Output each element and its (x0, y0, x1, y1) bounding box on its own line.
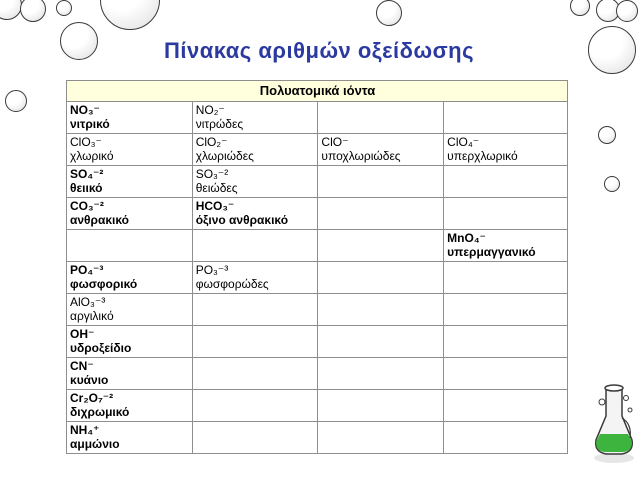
ion-name: αργιλικό (70, 309, 114, 323)
ion-formula: Cr₂O₇⁻² (70, 391, 114, 405)
ion-name: θειώδες (195, 181, 238, 195)
ion-formula: ClO₃⁻ (70, 135, 102, 149)
table-row (67, 390, 568, 422)
ion-name: υδροξείδιο (70, 341, 132, 355)
table-row (67, 166, 568, 198)
lab-flask-icon (592, 378, 636, 464)
table-cell (444, 230, 568, 262)
table-cell (67, 102, 193, 134)
table-cell (444, 166, 568, 198)
table-cell (444, 326, 568, 358)
soap-bubble-icon (616, 0, 638, 22)
ion-formula: SO₃⁻² (195, 167, 229, 181)
oxidation-numbers-table (66, 80, 568, 454)
ion-name: διχρωμικό (70, 405, 130, 419)
ion-formula: CO₃⁻² (70, 199, 104, 213)
table-cell (192, 262, 318, 294)
table-cell (318, 422, 444, 454)
table-cell (67, 294, 193, 326)
ion-name: υπερμαγγανικό (447, 245, 536, 259)
ion-formula: OH⁻ (70, 327, 95, 341)
ion-name: νιτρικό (70, 117, 110, 131)
ion-formula: ClO⁻ (321, 135, 349, 149)
table-row (67, 358, 568, 390)
table-cell (318, 262, 444, 294)
soap-bubble-icon (376, 0, 402, 26)
table-row (67, 198, 568, 230)
table-cell (444, 390, 568, 422)
soap-bubble-icon (604, 176, 620, 192)
table-cell (192, 166, 318, 198)
table-cell (67, 358, 193, 390)
table-cell (318, 358, 444, 390)
table-cell (67, 326, 193, 358)
soap-bubble-icon (598, 126, 616, 144)
table-row (67, 134, 568, 166)
ion-formula: NH₄⁺ (70, 423, 100, 437)
table-cell (67, 422, 193, 454)
table-cell (318, 230, 444, 262)
table-row (67, 422, 568, 454)
ion-formula: AlO₃⁻³ (70, 295, 106, 309)
table-cell (444, 134, 568, 166)
table-cell (318, 294, 444, 326)
table-cell (192, 390, 318, 422)
table-cell (318, 102, 444, 134)
table-cell (444, 262, 568, 294)
ion-formula: CN⁻ (70, 359, 94, 373)
ion-name: φωσφορικό (70, 277, 138, 291)
ion-name: όξινο ανθρακικό (195, 213, 289, 227)
ion-formula: MnO₄⁻ (447, 231, 486, 245)
table-cell (318, 326, 444, 358)
ion-formula: NO₂⁻ (195, 103, 225, 117)
table-cell (318, 390, 444, 422)
table-cell (192, 358, 318, 390)
table-cell (192, 326, 318, 358)
table-row (67, 230, 568, 262)
table-cell (192, 134, 318, 166)
soap-bubble-icon (5, 90, 27, 112)
table-cell (67, 230, 193, 262)
table-cell (444, 422, 568, 454)
table-header: Πολυατομικά ιόντα (67, 81, 568, 102)
table-cell (318, 198, 444, 230)
ion-formula: ClO₄⁻ (447, 135, 480, 149)
ion-name: αμμώνιο (70, 437, 120, 451)
ion-name: φωσφορώδες (195, 277, 269, 291)
table-cell (67, 390, 193, 422)
ion-name: θειικό (70, 181, 103, 195)
table-cell (67, 262, 193, 294)
table-cell (67, 134, 193, 166)
table-header-row (67, 81, 568, 102)
table-cell (192, 422, 318, 454)
table-cell (444, 102, 568, 134)
table-cell (192, 102, 318, 134)
ion-formula: PO₄⁻³ (70, 263, 104, 277)
ion-name: υποχλωριώδες (321, 149, 401, 163)
table-row (67, 102, 568, 134)
page-title: Πίνακας αριθμών οξείδωσης (163, 38, 475, 63)
ion-name: υπερχλωρικό (447, 149, 518, 163)
table-cell (444, 358, 568, 390)
soap-bubble-icon (570, 0, 590, 16)
table-cell (192, 294, 318, 326)
table-cell (444, 198, 568, 230)
table-cell (318, 134, 444, 166)
ion-formula: PO₃⁻³ (195, 263, 229, 277)
table-cell (318, 166, 444, 198)
table-cell (67, 166, 193, 198)
ion-name: νιτρώδες (195, 117, 244, 131)
table-cell (67, 198, 193, 230)
table-cell (444, 294, 568, 326)
table-row (67, 294, 568, 326)
ion-formula: ClO₂⁻ (195, 135, 228, 149)
soap-bubble-icon (56, 0, 72, 16)
ion-formula: SO₄⁻² (70, 167, 104, 181)
ion-formula: NO₃⁻ (70, 103, 100, 117)
ion-name: κυάνιο (70, 373, 109, 387)
soap-bubble-icon (0, 0, 22, 20)
ion-formula: HCO₃⁻ (195, 199, 235, 213)
ion-name: χλωριώδες (195, 149, 254, 163)
ion-name: χλωρικό (70, 149, 114, 163)
soap-bubble-icon (100, 0, 160, 30)
table-row (67, 326, 568, 358)
table-row (67, 262, 568, 294)
soap-bubble-icon (20, 0, 46, 22)
table-cell (192, 198, 318, 230)
table-cell (192, 230, 318, 262)
ion-name: ανθρακικό (70, 213, 129, 227)
